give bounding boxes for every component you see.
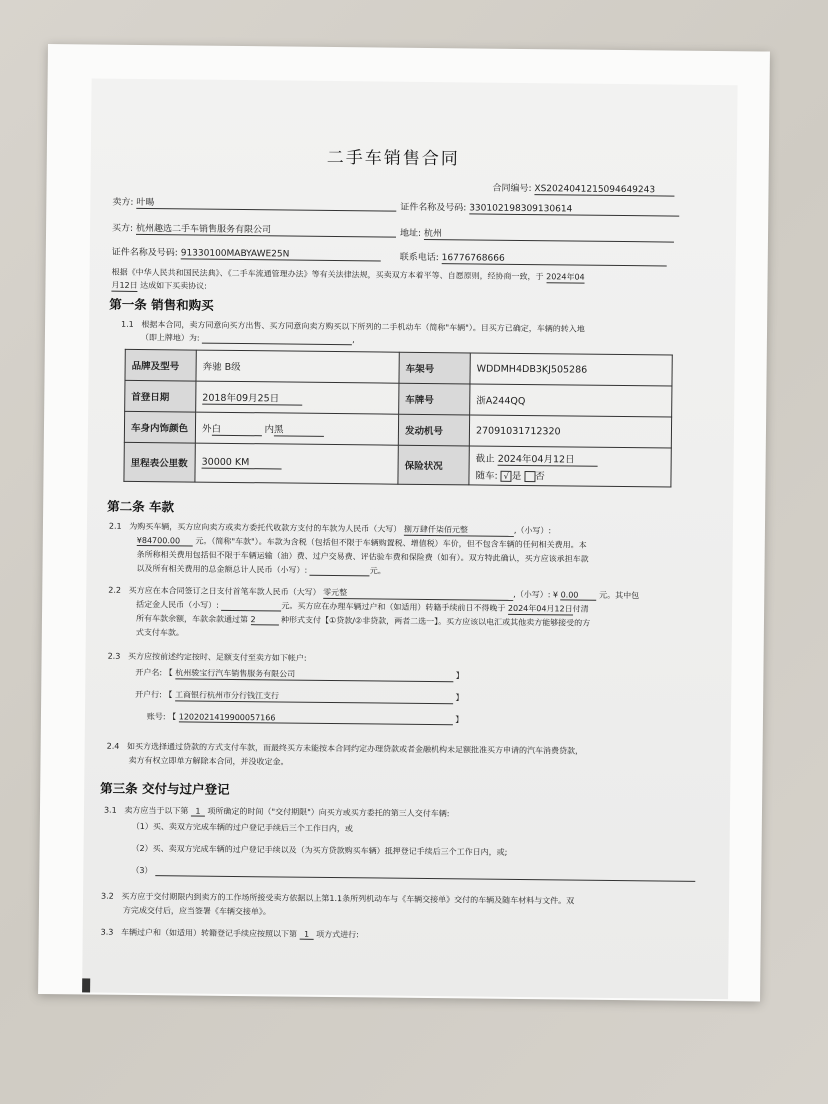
clause-text: 括定金人民币（小写）: xyxy=(136,599,219,610)
transfer-option-number: 1 xyxy=(300,930,314,940)
insurance-cell xyxy=(469,446,671,487)
exterior-color: 白 xyxy=(211,420,261,436)
clause-2-1-line-4 xyxy=(136,563,385,577)
clause-text: 项所确定的时间（"交付期限"）向买方或买方委托的第三人交付车辆: xyxy=(207,806,450,819)
exterior-label: 外 xyxy=(201,423,212,435)
seller-id-value: 330102198309130614 xyxy=(469,203,679,216)
account-name-row xyxy=(135,667,463,682)
account-bank-value: 工商银行杭州市分行钱江支行 xyxy=(175,689,453,704)
address-row xyxy=(400,226,674,243)
payment-method-number: 2 xyxy=(250,615,278,625)
clause-text: 种形式支付【①贷款/②非贷款，两者二选一】。买方应该以电汇或其他卖方能够接受的方 xyxy=(281,615,591,628)
down-payment-in-words: 零元整 xyxy=(323,587,513,601)
clause-text: 卖方应当于以下第 xyxy=(124,805,189,816)
mileage-unit: KM xyxy=(234,456,250,469)
seller-id-row xyxy=(400,200,679,217)
phone-value: 16776768666 xyxy=(442,253,667,266)
bracket-close: 】 xyxy=(455,693,464,703)
clause-number: 2.2 xyxy=(108,585,122,595)
clause-text: 如买方选择通过贷款的方式支付车款，而最终买方未能按本合同约定办理贷款或者金融机构未足额批准买方申请的汽车消费贷款， xyxy=(126,741,584,756)
clause-number: 3.3 xyxy=(100,927,114,937)
color-label: 车身内饰颜色 xyxy=(124,411,195,443)
clause-text: 车辆过户和（如适用）转籍登记手续应按照以下第 xyxy=(121,927,298,939)
interior-label: 内 xyxy=(264,423,275,435)
insurance-no-label: 否 xyxy=(535,470,545,482)
clause-text: （3） xyxy=(131,865,153,876)
insurance-yes-checkbox[interactable]: √ xyxy=(501,470,512,481)
insurance-no-checkbox[interactable] xyxy=(524,471,535,482)
clause-3-2-line-1 xyxy=(101,891,574,907)
buyer-id-value: 91330100MABYAWE25N xyxy=(181,248,381,261)
clause-3-1 xyxy=(104,805,450,820)
vin-value: WDDMH4DB3KJ505286 xyxy=(470,353,672,386)
clause-text: 元。（简称"车款"）。车款为含税（包括但不限于车辆购置税、增值税）车价，但不包含车辆的任何相关费用。本 xyxy=(195,536,587,550)
clause-3-1-option-2: （2）买、卖双方完成车辆的过户登记手续以及（为买方贷款购买车辆）抵押登记手续后三个工作日内，或; xyxy=(131,843,508,857)
clause-number: 1.1 xyxy=(121,319,134,329)
interior-color: 黑 xyxy=(274,421,324,437)
account-number-label: 账号: xyxy=(146,712,166,722)
intro-date-a: 2024年04 xyxy=(546,272,585,282)
buyer-row xyxy=(112,221,396,238)
contract-title: 二手车销售合同 xyxy=(326,147,460,170)
clause-text: 买方应于交付期限内到卖方的工作场所接受卖方依据以上第1.1条所列机动车与《车辆交接单》交付的车辆及随车材料与文件。双 xyxy=(121,891,575,906)
insurance-until-value: 2024年04月12日 xyxy=(498,450,598,466)
vin-label: 车架号 xyxy=(399,352,470,384)
clause-text: 以及所有相关费用的总金额总计人民币（小写）: xyxy=(136,563,308,575)
engine-label: 发动机号 xyxy=(398,414,469,446)
intro-date-b: 月12日 xyxy=(111,280,138,290)
contract-number xyxy=(492,181,674,197)
clause-2-4-line-2: 卖方有权立即单方解除本合同，并没收定金。 xyxy=(128,755,289,767)
bracket-close: 】 xyxy=(455,671,464,681)
brand-value: 奔驰 B级 xyxy=(196,350,399,383)
mileage-label: 里程表公里数 xyxy=(124,442,195,482)
seller-id-label: 证件名称及号码: xyxy=(400,202,467,214)
account-bank-row xyxy=(135,689,463,704)
clause-text: 根据本合同，卖方同意向买方出售、买方同意向卖方购买以下所列的二手机动车（简称"车辆"）。目买方已确定，车辆的转入地 xyxy=(141,319,585,334)
buyer-id-row xyxy=(112,245,381,262)
account-number-value: 1202021419900057166 xyxy=(179,712,453,725)
delivery-option-number: 1 xyxy=(191,807,205,817)
intro-line-2 xyxy=(111,280,207,293)
buyer-name: 杭州趣选二手车销售服务有限公司 xyxy=(136,221,396,238)
intro-text-2: 达成如下买卖协议: xyxy=(140,280,207,291)
clause-number: 3.2 xyxy=(101,891,114,901)
clause-3-1-option-1: （1）买、卖双方完成车辆的过户登记手续后三个工作日内，或 xyxy=(131,821,353,834)
reg-date-cell xyxy=(196,381,399,414)
seller-label: 卖方: xyxy=(112,197,134,208)
plate-value: 浙A244QQ xyxy=(470,384,672,417)
insurance-label: 保险状况 xyxy=(398,445,469,485)
engine-value: 27091031712320 xyxy=(469,415,671,448)
clause-2-4-line-1 xyxy=(107,741,583,757)
reg-date-value: 2018年09月25日 xyxy=(202,389,302,405)
clause-text: （即上牌地）为: xyxy=(140,332,200,343)
bracket-open: 【 xyxy=(168,712,177,722)
seller-name: 叶暘 xyxy=(136,195,396,212)
clause-text: ,（小写）: ¥ xyxy=(513,589,559,600)
contract-number-label: 合同编号: xyxy=(492,183,532,195)
insurance-yes-label: 是 xyxy=(511,470,522,482)
clause-text: ,（小写）: xyxy=(513,525,552,536)
address-label: 地址: xyxy=(399,228,422,239)
clause-text: 买方应按前述约定按时、足额支付至卖方如下帐户: xyxy=(127,651,307,663)
brand-label: 品牌及型号 xyxy=(125,349,196,381)
scan-edge-mark xyxy=(82,978,90,992)
insurance-follow-label: 随车: xyxy=(475,470,498,482)
clause-number: 2.1 xyxy=(108,521,122,531)
clause-number: 2.3 xyxy=(107,651,121,661)
bracket-open: 【 xyxy=(164,690,173,700)
account-number-row xyxy=(147,711,463,725)
plate-label: 车牌号 xyxy=(399,383,470,415)
clause-number: 3.1 xyxy=(103,805,117,815)
clause-text: 买方应在本合同签订之日支付首笔车款人民币（大写） xyxy=(128,585,321,597)
account-bank-label: 开户行: xyxy=(135,689,162,700)
phone-label: 联系电话: xyxy=(399,252,439,264)
bracket-close: 】 xyxy=(455,715,464,725)
balance-due-date: 2024年04月12日 xyxy=(507,603,573,614)
clause-text: 为购买车辆，买方应向卖方或卖方委托代收款方支付的车款为人民币（大写） xyxy=(129,521,402,534)
clause-text: 付清 xyxy=(572,604,589,614)
clause-text: 元。 xyxy=(369,566,386,576)
reg-date-label: 首登日期 xyxy=(125,380,196,412)
clause-text: 所有车款余额，车款余款通过第 xyxy=(135,613,249,625)
buyer-label: 买方: xyxy=(112,223,134,234)
clause-2-1-line-2 xyxy=(137,535,587,551)
price-in-words: 捌万肆仟柒佰元整 xyxy=(404,524,514,537)
vehicle-info-table xyxy=(123,349,672,488)
phone-row xyxy=(400,250,667,267)
clause-2-1-line-3: 条所称相关费用包括但不限于车辆运输（油）费、过户交易费、评估验车费和保险费（如有）。双方特此确认，买方应该承担车款 xyxy=(136,549,589,564)
clause-2-3 xyxy=(108,651,307,664)
clause-2-2-line-3 xyxy=(136,613,590,629)
intro-text: 根据《中华人民共和国民法典》、《二手车流通管理办法》等有关法律法规，买卖双方本着平等、自愿原则，经协商一致，于 xyxy=(111,267,544,282)
buyer-id-label: 证件名称及号码: xyxy=(111,247,178,259)
section-1-heading: 第一条 销售和购买 xyxy=(109,296,214,313)
clause-1-1-line-2: （即上牌地）为: , xyxy=(140,332,355,345)
down-payment-amount: 0.00 xyxy=(561,590,597,600)
mileage-cell xyxy=(195,443,398,484)
contract-number-value: XS20240412150946492​43 xyxy=(534,184,674,196)
clause-number: 2.4 xyxy=(106,741,120,751)
bracket-open: 【 xyxy=(164,668,173,678)
clause-3-2-line-2: 方完成交付后，应当签署《车辆交接单》。 xyxy=(122,905,271,917)
clause-2-2-line-4: 式支付车款。 xyxy=(135,627,184,638)
contract-paper xyxy=(38,44,770,1002)
clause-3-1-option-3 xyxy=(131,865,695,882)
account-name-value: 杭州骏宝行汽车销售服务有限公司 xyxy=(175,667,453,682)
account-name-label: 开户名: xyxy=(135,667,163,678)
clause-3-3 xyxy=(101,927,359,941)
section-2-heading: 第二条 车款 xyxy=(107,498,175,515)
clause-text: 项方式进行: xyxy=(316,929,359,940)
color-cell xyxy=(195,412,398,445)
price-amount: ¥84700.00 xyxy=(137,536,193,547)
contract-sheet xyxy=(82,78,738,999)
clause-text: 元。买方应在办理车辆过户和（如适用）转籍手续前日不得晚于 xyxy=(281,601,506,613)
clause-text: 元。其中包 xyxy=(599,590,640,601)
table-row xyxy=(124,442,671,487)
seller-row xyxy=(112,195,396,212)
section-3-heading: 第三条 交付与过户登记 xyxy=(100,780,230,797)
address-value: 杭州 xyxy=(424,226,674,243)
insurance-until-label: 截止 xyxy=(475,453,495,465)
mileage-value: 30000 xyxy=(201,456,232,468)
